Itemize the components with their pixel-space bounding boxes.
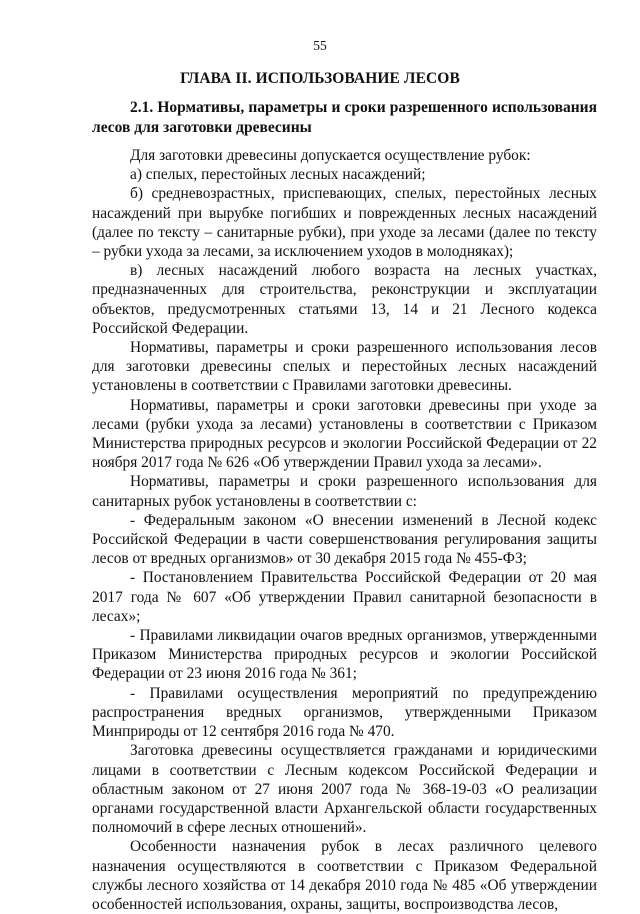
paragraph: Заготовка древесины осуществляется гражданами и юридическими лицами в соответствии с Лесным кодексом Российской Федерации и областным законом от 27 июня 2007 года № 368-19-03 «О реализации органами государственной власти Архангельской области государственных полномочий в сфере лесных отношений».: [92, 742, 597, 837]
document-body: [92, 146, 597, 914]
section-title: 2.1. Нормативы, параметры и сроки разрешенного использования лесов для заготовки древесины: [92, 99, 597, 136]
paragraph: Для заготовки древесины допускается осуществление рубок:: [130, 147, 531, 164]
paragraph: Нормативы, параметры и сроки разрешенного использования для санитарных рубок установлены в соответствии с:: [92, 473, 597, 510]
chapter-title: ГЛАВА II. ИСПОЛЬЗОВАНИЕ ЛЕСОВ: [180, 70, 460, 87]
list-item: - Федеральным законом «О внесении изменений в Лесной кодекс Российской Федерации в части совершенствования регулирования защиты лесов от вредных организмов» от 30 декабря 2015 года № 455-ФЗ;: [92, 511, 597, 568]
paragraph: Особенности назначения рубок в лесах различного целевого назначения осуществляются в соответствии с Приказом Федеральной службы лесного хозяйства от 14 декабря 2010 года № 485 «Об утверждении особенностей использования, охраны, защиты, воспроизводства лесов,: [92, 838, 597, 913]
list-item: б) средневозрастных, приспевающих, спелых, перестойных лесных насаждений при вырубке погибших и поврежденных лесных насаждений (далее по тексту – санитарные рубки), при уходе за лесами (далее по тексту – рубки ухода за лесами, за исключением уходов в молодняках);: [92, 185, 597, 261]
paragraph: Нормативы, параметры и сроки заготовки древесины при уходе за лесами (рубки ухода за лесами) установлены в соответствии с Приказом Министерства природных ресурсов и экологии Российской Федерации от 22 ноября 2017 года № 626 «Об утверждении Правил ухода за лесами».: [92, 396, 597, 472]
list-item: - Правилами осуществления мероприятий по предупреждению распространения вредных организмов, утвержденными Приказом Минприроды от 12 сентября 2016 года № 470.: [92, 684, 597, 741]
list-item: - Правилами ликвидации очагов вредных организмов, утвержденными Приказом Министерства природных ресурсов и экологии Российской Федерации от 23 июня 2016 года № 361;: [92, 627, 597, 683]
list-item: - Постановлением Правительства Российской Федерации от 20 мая 2017 года № 607 «Об утверждении Правил санитарной безопасности в лесах»;: [92, 569, 597, 625]
paragraph: Нормативы, параметры и сроки разрешенного использования лесов для заготовки древесины спелых и перестойных лесных насаждений установлены в соответствии с Правилами заготовки древесины.: [92, 339, 597, 395]
list-item: в) лесных насаждений любого возраста на лесных участках, предназначенных для строительства, реконструкции и эксплуатации объектов, предусмотренных статьями 13, 14 и 21 Лесного кодекса Российской Федерации.: [92, 262, 597, 337]
list-item: а) спелых, перестойных лесных насаждений;: [130, 166, 426, 184]
page-number: 55: [313, 38, 327, 53]
